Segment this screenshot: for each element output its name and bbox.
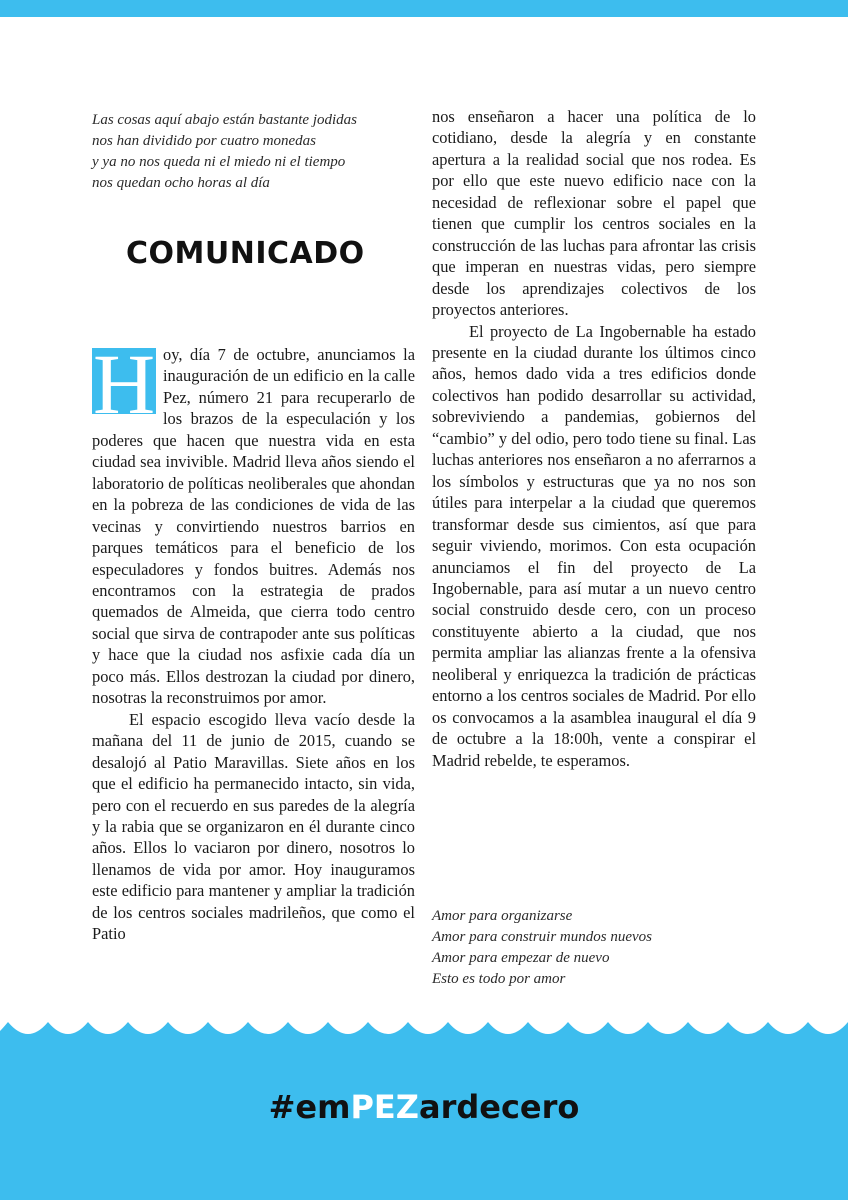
closing-line: Esto es todo por amor: [432, 971, 566, 987]
hashtag-suffix: ardecero: [418, 1088, 580, 1126]
epigraph: [92, 110, 422, 194]
drop-cap: H: [92, 336, 156, 432]
closing-line: Amor para empezar de nuevo: [432, 950, 610, 966]
closing-line: Amor para organizarse: [432, 908, 573, 924]
hashtag-prefix: #em: [268, 1088, 351, 1126]
epigraph-line: Las cosas aquí abajo están bastante jodidas: [92, 112, 358, 128]
closing-line: Amor para construir mundos nuevos: [432, 929, 652, 945]
epigraph-line: nos han dividido por cuatro monedas: [92, 133, 317, 149]
closing-verse: [432, 906, 752, 990]
epigraph-line: nos quedan ocho horas al día: [92, 175, 270, 191]
article-paragraph-1: [92, 336, 415, 709]
hashtag-highlight: PEZ: [350, 1088, 419, 1126]
paragraph-text: oy, día 7 de octubre, anunciamos la inauguración de un edificio en la calle Pez, número 21 para recuperarlo de los brazos de la especulación y los poderes que hacen que nuestra vida en esta ciudad sea invivible. Madrid lleva años siendo el laboratorio de políticas neoliberales que ahondan en la pobreza de las condiciones de vida de las vecinas y convirtiendo nuestros barrios en parques temáticos para el beneficio de los especuladores y fondos buitres. Además nos encontramos con la estrategia de prados quemados de Almeida, que cierra todo centro social que sirva de contrapoder ante sus políticas y hace que la ciudad nos asfixie cada día un poco más. Ellos destrozan la ciudad por dinero, nosotras la reconstruimos por amor.: [92, 345, 415, 708]
hashtag: [0, 1088, 848, 1126]
article-column-right: [432, 106, 756, 771]
epigraph-line: y ya no nos queda ni el miedo ni el tiempo: [92, 154, 346, 170]
article-paragraph-2: El espacio escogido lleva vacío desde la mañana del 11 de junio de 2015, cuando se desalojó al Patio Maravillas. Siete años en los que el edificio ha permanecido intacto, sin vida, pero con el recuerdo en sus paredes de la alegría y la rabia que se organizaron en él durante cinco años. Ellos lo vaciaron por dinero, nosotros lo llenamos de vida por amor. Hoy inauguramos este edificio para mantener y ampliar la tradición de los centros sociales madrileños, que como el Patio: [92, 709, 415, 944]
article-paragraph-3: El proyecto de La Ingobernable ha estado presente en la ciudad durante los últimos cinco años, hemos dado vida a tres edificios donde colectivos han podido desarrollar su actividad, sobreviviendo a pandemias, gobiernos del “cambio” y del odio, pero todo tiene su final. Las luchas anteriores nos enseñaron a no aferrarnos a los símbolos y estructuras que ya no nos son útiles para interpelar a la ciudad que queremos transformar desde sus cimientos, así que para seguir viviendo, morimos. Con esta ocupación anunciamos el fin del proyecto de La Ingobernable, para así mutar a un nuevo centro social construido desde cero, con un proceso constituyente abierto a la ciudad, que nos permita ampliar las alianzas frente a la ofensiva neoliberal y enriquezca la tradición de prácticas entorno a los centros sociales de Madrid. Por ello os convocamos a la asamblea inaugural el día 9 de octubre a la 18:00h, vente a conspirar el Madrid rebelde, te esperamos.: [432, 321, 756, 770]
article-paragraph-2-continued: nos enseñaron a hacer una política de lo cotidiano, desde la alegría y en constante apertura a la realidad social que nos rodea. Es por ello que este nuevo edificio nace con la necesidad de reflexionar sobre el papel que tienen que cumplir los centros sociales en la construcción de las luchas para afrontar las crisis que imperan en nuestras vidas, pero siempre desde los aprendizajes colectivos de los proyectos anteriores.: [432, 107, 756, 320]
article-column-left: [92, 336, 415, 945]
top-accent-bar: [0, 0, 848, 17]
page-title: COMUNICADO: [126, 236, 365, 271]
